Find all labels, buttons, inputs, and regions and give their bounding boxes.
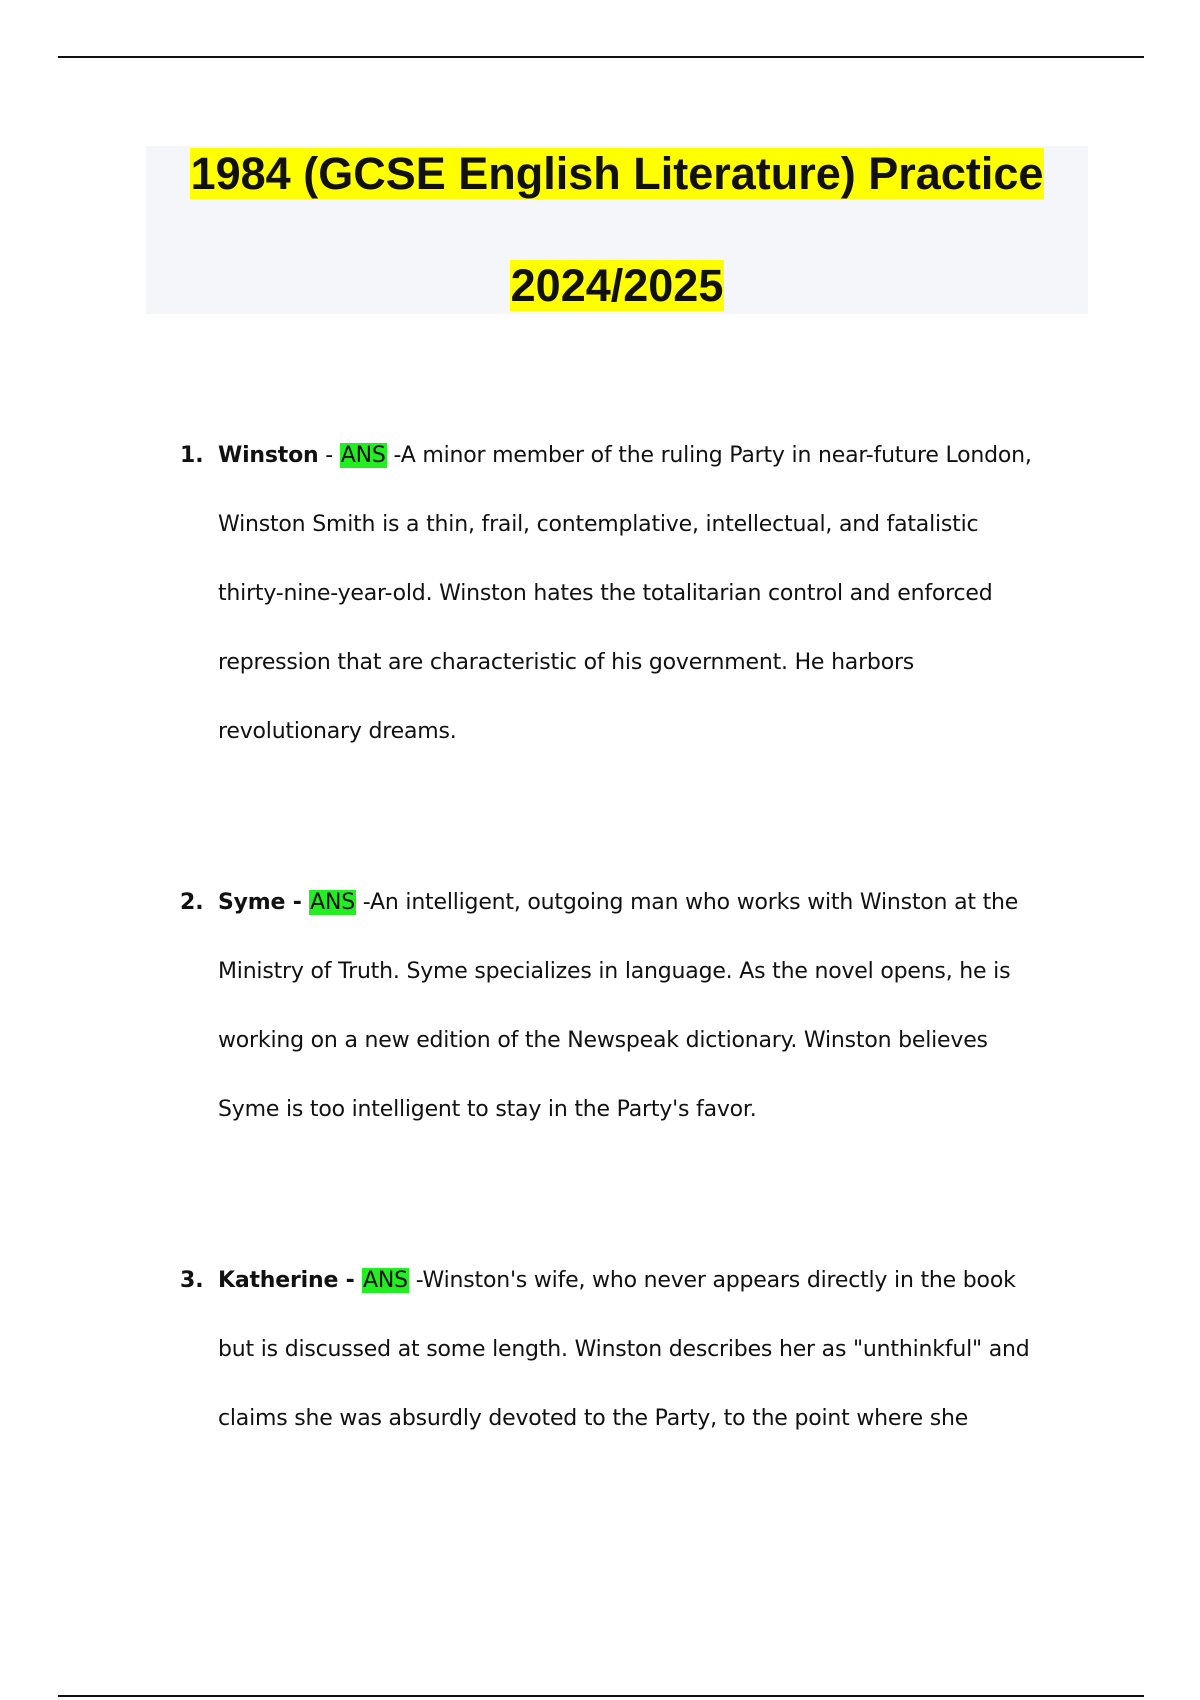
item-line: working on a new edition of the Newspeak dictionary. Winston believes bbox=[218, 1028, 988, 1053]
item-text bbox=[218, 868, 1098, 1144]
ans-tag: ANS bbox=[340, 443, 386, 468]
item-line: but is discussed at some length. Winston describes her as "unthinkful" and bbox=[218, 1337, 1030, 1362]
item-term: Winston bbox=[218, 443, 319, 468]
item-line-text: -A minor member of the ruling Party in near-future London, bbox=[386, 443, 1032, 468]
item-term: Katherine - bbox=[218, 1268, 363, 1293]
item-number: 2. bbox=[180, 890, 204, 915]
item-line: Ministry of Truth. Syme specializes in language. As the novel opens, he is bbox=[218, 959, 1011, 984]
item-number: 3. bbox=[180, 1268, 204, 1293]
item-line-text: -Winston's wife, who never appears directly in the book bbox=[408, 1268, 1016, 1293]
item-line: Winston Smith is a thin, frail, contemplative, intellectual, and fatalistic bbox=[218, 512, 979, 537]
item-separator: - bbox=[318, 443, 340, 468]
item-text bbox=[218, 1246, 1098, 1453]
item-number: 1. bbox=[180, 443, 204, 468]
item-line: revolutionary dreams. bbox=[218, 719, 457, 744]
page-title bbox=[146, 146, 1088, 202]
item-line bbox=[218, 1246, 1098, 1315]
title-line-2: 2024/2025 bbox=[510, 260, 724, 311]
title-block bbox=[146, 146, 1088, 314]
item-line-text: -An intelligent, outgoing man who works with Winston at the bbox=[355, 890, 1019, 915]
item-term: Syme - bbox=[218, 890, 310, 915]
title-line-1: 1984 (GCSE English Literature) Practice bbox=[190, 148, 1044, 199]
item-line bbox=[218, 868, 1098, 937]
ans-tag: ANS bbox=[363, 1268, 408, 1293]
footer-rule bbox=[58, 1695, 1144, 1697]
item-line: thirty-nine-year-old. Winston hates the totalitarian control and enforced bbox=[218, 581, 993, 606]
item-line: Syme is too intelligent to stay in the Party's favor. bbox=[218, 1097, 757, 1122]
ans-tag: ANS bbox=[310, 890, 355, 915]
item-line: repression that are characteristic of his government. He harbors bbox=[218, 650, 915, 675]
item-text bbox=[218, 421, 1098, 766]
item-line bbox=[218, 421, 1098, 490]
page-subtitle bbox=[146, 258, 1088, 314]
item-line: claims she was absurdly devoted to the Party, to the point where she bbox=[218, 1406, 969, 1431]
header-rule bbox=[58, 56, 1144, 58]
